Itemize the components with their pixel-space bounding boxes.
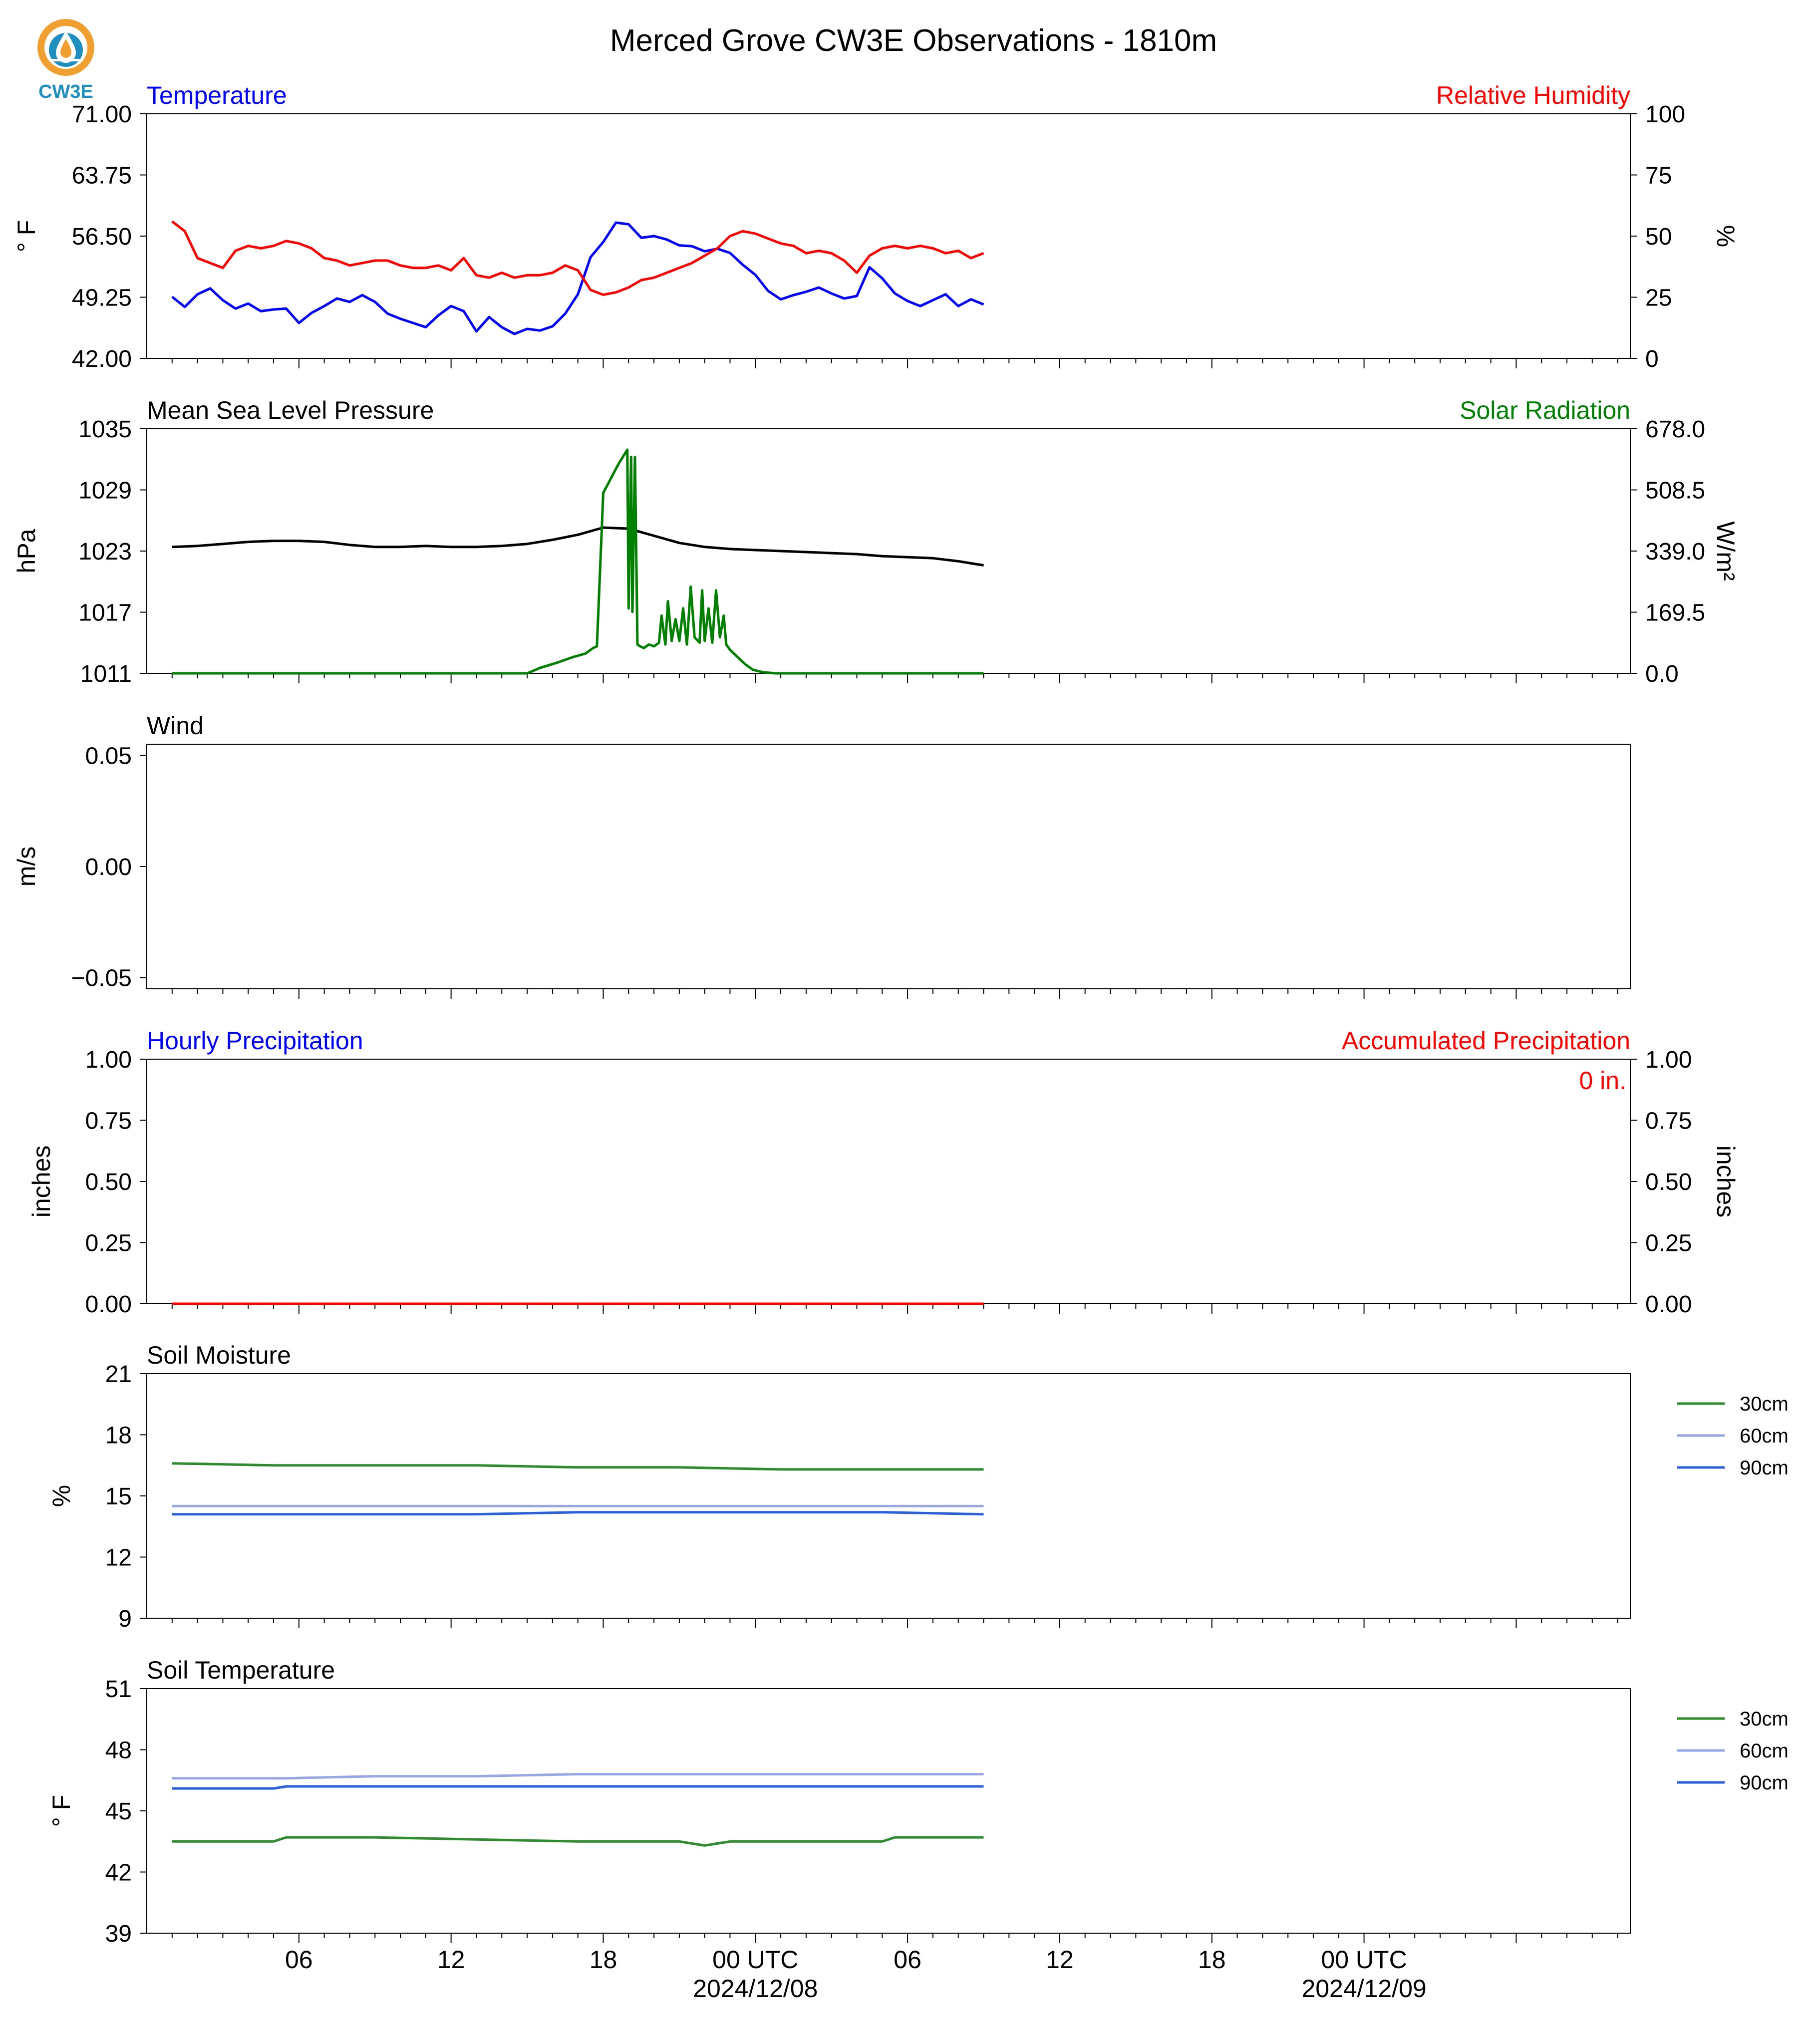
panel-title-left: Mean Sea Level Pressure <box>147 396 434 424</box>
y-tick-label-right: 75 <box>1645 162 1672 189</box>
y-axis-label: ° F <box>47 1794 75 1827</box>
y-tick-label: 48 <box>105 1737 132 1764</box>
x-date-label: 2024/12/09 <box>1301 1975 1427 2003</box>
y-tick-label-right: 169.5 <box>1645 599 1706 626</box>
panel-title-right: Relative Humidity <box>1436 81 1630 109</box>
y-tick-label-right: 0.50 <box>1645 1169 1692 1195</box>
y-tick-label-right: 0 <box>1645 346 1659 372</box>
legend-label-90cm: 90cm <box>1740 1457 1789 1479</box>
panel-frame <box>147 744 1630 989</box>
y-tick-label: 1.00 <box>85 1047 132 1073</box>
y-tick-label: 0.00 <box>85 854 132 880</box>
x-tick-label: 06 <box>894 1946 921 1974</box>
y-tick-label: 15 <box>105 1483 132 1510</box>
panel-pressure-solar <box>12 396 1740 687</box>
y-tick-label: 0.05 <box>85 743 132 770</box>
y-tick-label: 0.50 <box>85 1169 132 1195</box>
y-tick-label: 42 <box>105 1859 132 1886</box>
x-tick-label: 06 <box>285 1946 313 1974</box>
x-tick-label: 12 <box>437 1946 465 1974</box>
y-tick-label-right: 1.00 <box>1645 1047 1692 1073</box>
y-tick-label-right: 50 <box>1645 224 1672 250</box>
logo-text: CW3E <box>38 81 93 102</box>
y-tick-label-right: 100 <box>1645 101 1686 128</box>
y-tick-label: 49.25 <box>71 285 132 311</box>
panel-title-left: Soil Temperature <box>147 1656 335 1684</box>
y-tick-label: 51 <box>105 1676 132 1703</box>
panel-temp-rh <box>12 81 1740 372</box>
legend-label-30cm: 30cm <box>1740 1393 1789 1415</box>
y-tick-label: 42.00 <box>71 346 132 372</box>
y-axis-label: inches <box>27 1145 55 1218</box>
panel-title-right: Accumulated Precipitation <box>1341 1027 1630 1055</box>
y-tick-label-right: 0.00 <box>1645 1291 1692 1318</box>
panel-title-right: Solar Radiation <box>1460 396 1630 424</box>
y-tick-label-right: 508.5 <box>1645 477 1706 504</box>
legend-label-30cm: 30cm <box>1740 1708 1789 1730</box>
y-tick-label: 1017 <box>78 599 132 626</box>
logo-wave <box>49 59 83 61</box>
y-tick-label: 1023 <box>78 539 132 565</box>
series-line-30cm <box>172 1463 984 1469</box>
y-tick-label: 18 <box>105 1422 132 1449</box>
panel-frame <box>147 1059 1630 1304</box>
panel-frame <box>147 1374 1630 1618</box>
panel-soil-moisture <box>47 1341 1789 1632</box>
legend-label-90cm: 90cm <box>1740 1772 1789 1794</box>
legend-label-60cm: 60cm <box>1740 1740 1789 1762</box>
y-tick-label-right: 678.0 <box>1645 416 1706 443</box>
accumulated-total-label: 0 in. <box>1579 1067 1626 1095</box>
panel-soil-temperature <box>47 1656 1789 1947</box>
y-tick-label: 0.75 <box>85 1108 132 1135</box>
series-line-90cm <box>172 1512 984 1514</box>
y-axis-label-right: W/m² <box>1712 521 1740 581</box>
series-line-pressure <box>172 528 984 566</box>
panel-wind <box>12 712 1630 999</box>
y-tick-label: 12 <box>105 1544 132 1571</box>
y-tick-label: 71.00 <box>71 101 132 128</box>
y-tick-label: 1035 <box>78 416 132 443</box>
y-tick-label-right: 0.25 <box>1645 1230 1692 1257</box>
x-tick-label: 00 UTC <box>1321 1946 1407 1974</box>
y-axis-label-right: inches <box>1712 1145 1740 1218</box>
y-tick-label: 9 <box>118 1606 132 1632</box>
panel-frame <box>147 429 1630 673</box>
series-line-60cm <box>172 1774 984 1778</box>
y-tick-label: 56.50 <box>71 224 132 250</box>
y-tick-label: 63.75 <box>71 162 132 189</box>
x-date-label: 2024/12/08 <box>693 1975 818 2003</box>
x-tick-label: 18 <box>1198 1946 1226 1974</box>
y-tick-label-right: 25 <box>1645 285 1672 311</box>
panel-frame <box>147 1689 1630 1933</box>
y-axis-label: % <box>47 1484 75 1507</box>
series-line-90cm <box>172 1786 984 1788</box>
panel-title-left: Hourly Precipitation <box>147 1027 363 1055</box>
y-tick-label-right: 0.0 <box>1645 661 1679 687</box>
y-axis-label: ° F <box>12 220 40 253</box>
time-axis-labels <box>285 1946 1427 2003</box>
y-tick-label: 0.25 <box>85 1230 132 1257</box>
series-line-solar <box>172 450 984 673</box>
panel-title-left: Soil Moisture <box>147 1341 291 1369</box>
x-tick-label: 18 <box>589 1946 617 1974</box>
x-tick-label: 00 UTC <box>712 1946 799 1974</box>
y-tick-label: 21 <box>105 1361 132 1388</box>
y-tick-label: 1029 <box>78 477 132 504</box>
y-tick-label-right: 339.0 <box>1645 539 1706 565</box>
y-tick-label: 0.00 <box>85 1291 132 1318</box>
panel-title-left: Temperature <box>147 81 287 109</box>
series-line-30cm <box>172 1837 984 1845</box>
panel-precip <box>27 1027 1740 1318</box>
panel-frame <box>147 114 1630 358</box>
y-tick-label: 45 <box>105 1798 132 1825</box>
y-axis-label-right: % <box>1712 225 1740 248</box>
y-tick-label: −0.05 <box>71 965 132 992</box>
series-line-temperature <box>172 223 984 334</box>
legend-label-60cm: 60cm <box>1740 1425 1789 1447</box>
cw3e-logo <box>38 22 93 102</box>
y-tick-label: 1011 <box>80 661 132 687</box>
panel-title-left: Wind <box>147 712 204 740</box>
x-tick-label: 12 <box>1046 1946 1074 1974</box>
y-axis-label: hPa <box>12 529 40 574</box>
y-axis-label: m/s <box>12 846 40 887</box>
figure-title: Merced Grove CW3E Observations - 1810m <box>609 23 1217 58</box>
y-tick-label: 39 <box>105 1921 132 1947</box>
y-tick-label-right: 0.75 <box>1645 1108 1692 1135</box>
